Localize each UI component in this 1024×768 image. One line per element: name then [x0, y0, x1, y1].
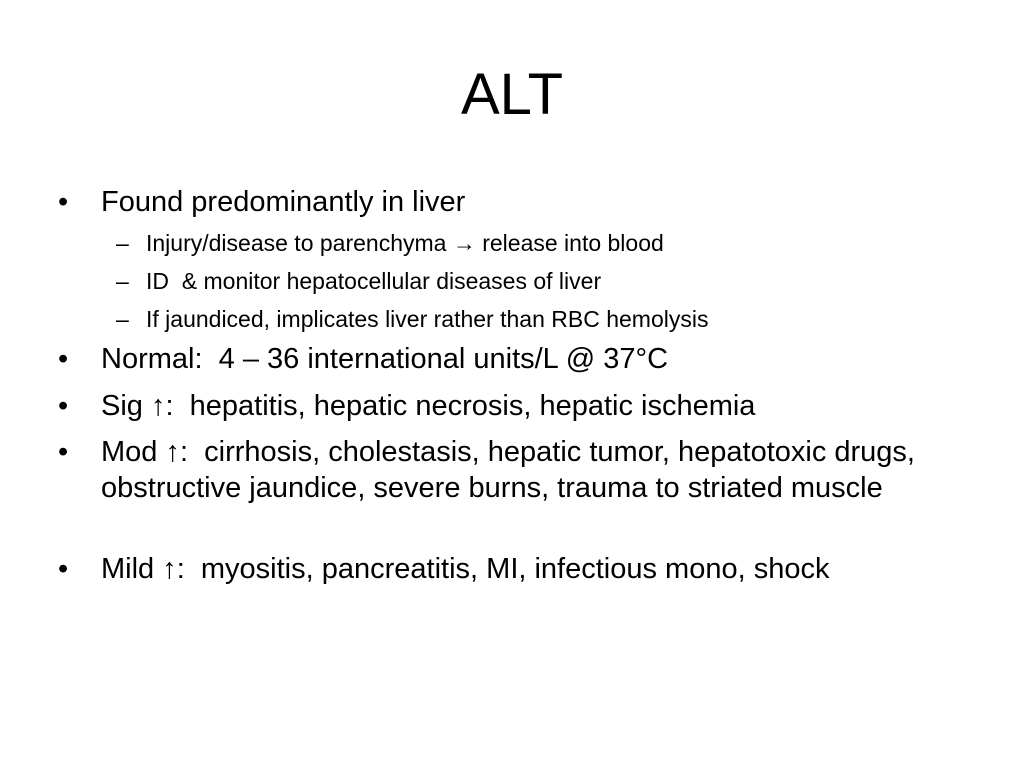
bullet-text: Sig ↑: hepatitis, hepatic necrosis, hepatic ischemia [101, 390, 756, 422]
bullet-text: Mild ↑: myositis, pancreatitis, MI, infectious mono, shock [101, 553, 830, 585]
bullet-marker: • [58, 553, 69, 585]
sub-bullet-text: Injury/disease to parenchyma → release into blood [146, 230, 664, 256]
bullet-marker: • [58, 186, 69, 218]
sub-bullet-text: If jaundiced, implicates liver rather than RBC hemolysis [146, 306, 709, 332]
bullet-text: Mod ↑: cirrhosis, cholestasis, hepatic tumor, hepatotoxic drugs, obstructive jaundice, severe burns, trauma to striated muscle [101, 436, 924, 504]
bullet-marker: • [58, 343, 69, 375]
bullet-marker: • [58, 390, 69, 422]
bullet-text: Found predominantly in liver [101, 186, 466, 218]
bullet-text: Normal: 4 – 36 international units/L @ 37°C [101, 343, 669, 375]
bullet-marker: • [58, 436, 69, 468]
sub-bullet-marker: – [116, 306, 129, 332]
sub-bullet-text: ID & monitor hepatocellular diseases of liver [146, 268, 602, 294]
slide-title: ALT [460, 62, 564, 127]
sub-bullet-marker: – [116, 230, 129, 256]
sub-bullet-marker: – [116, 268, 129, 294]
